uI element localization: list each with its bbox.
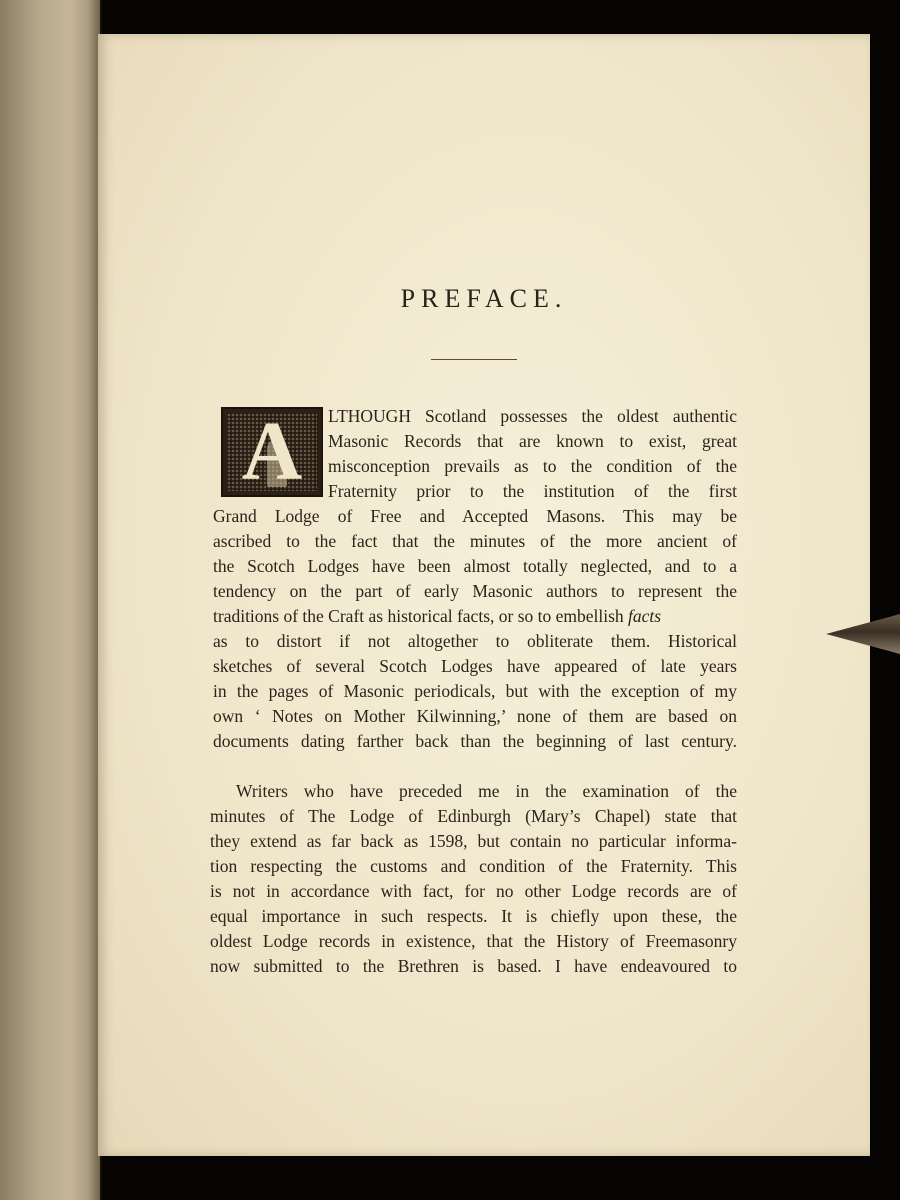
paragraph2-line: tion respecting the customs and condition of the Fraternity. This bbox=[210, 856, 737, 876]
paragraph1-line: tendency on the part of early Masonic authors to represent the bbox=[213, 581, 737, 601]
paragraph1-line: sketches of several Scotch Lodges have appeared of late years bbox=[213, 656, 737, 676]
decorated-initial bbox=[221, 407, 323, 497]
title-rule bbox=[431, 359, 517, 360]
paragraph1-line: Fraternity prior to the institution of the first bbox=[328, 481, 737, 501]
paragraph2-line: minutes of The Lodge of Edinburgh (Mary’s Chapel) state that bbox=[210, 806, 737, 826]
paragraph1-line: own ‘ Notes on Mother Kilwinning,’ none of them are based on bbox=[213, 706, 737, 726]
paragraph1-line: documents dating farther back than the beginning of last century. bbox=[213, 731, 737, 751]
paragraph1-line: Grand Lodge of Free and Accepted Masons. This may be bbox=[213, 506, 737, 526]
paragraph2-line: equal importance in such respects. It is chiefly upon these, the bbox=[210, 906, 737, 926]
paragraph2-line: now submitted to the Brethren is based. I have endeavoured to bbox=[210, 956, 737, 976]
paragraph1-line: Masonic Records that are known to exist, great bbox=[328, 431, 737, 451]
paragraph2-line: Writers who have preceded me in the examination of the bbox=[236, 781, 737, 801]
paragraph2-line: they extend as far back as 1598, but contain no particular informa- bbox=[210, 831, 737, 851]
line-text: traditions of the Craft as historical facts, or so to embellish bbox=[213, 606, 624, 626]
paragraph1-line: in the pages of Masonic periodicals, but with the exception of my bbox=[213, 681, 737, 701]
paragraph1-line: ascribed to the fact that the minutes of the more ancient of bbox=[213, 531, 737, 551]
paragraph2-line: is not in accordance with fact, for no other Lodge records are of bbox=[210, 881, 737, 901]
paragraph1-line: LTHOUGH Scotland possesses the oldest authentic bbox=[328, 406, 737, 426]
paragraph1-line: misconception prevails as to the condition of the bbox=[328, 456, 737, 476]
paragraph1-line bbox=[213, 605, 737, 627]
paragraph1-line: as to distort if not altogether to obliterate them. Historical bbox=[213, 631, 737, 651]
paragraph1-line: the Scotch Lodges have been almost totally neglected, and to a bbox=[213, 556, 737, 576]
paragraph2-line: oldest Lodge records in existence, that the History of Freemasonry bbox=[210, 931, 737, 951]
page-title: PREFACE. bbox=[400, 284, 568, 313]
book-spine bbox=[0, 0, 100, 1200]
book-page bbox=[98, 34, 870, 1156]
drop-cap-letter: A bbox=[241, 405, 303, 498]
italic-word: facts bbox=[628, 606, 662, 626]
